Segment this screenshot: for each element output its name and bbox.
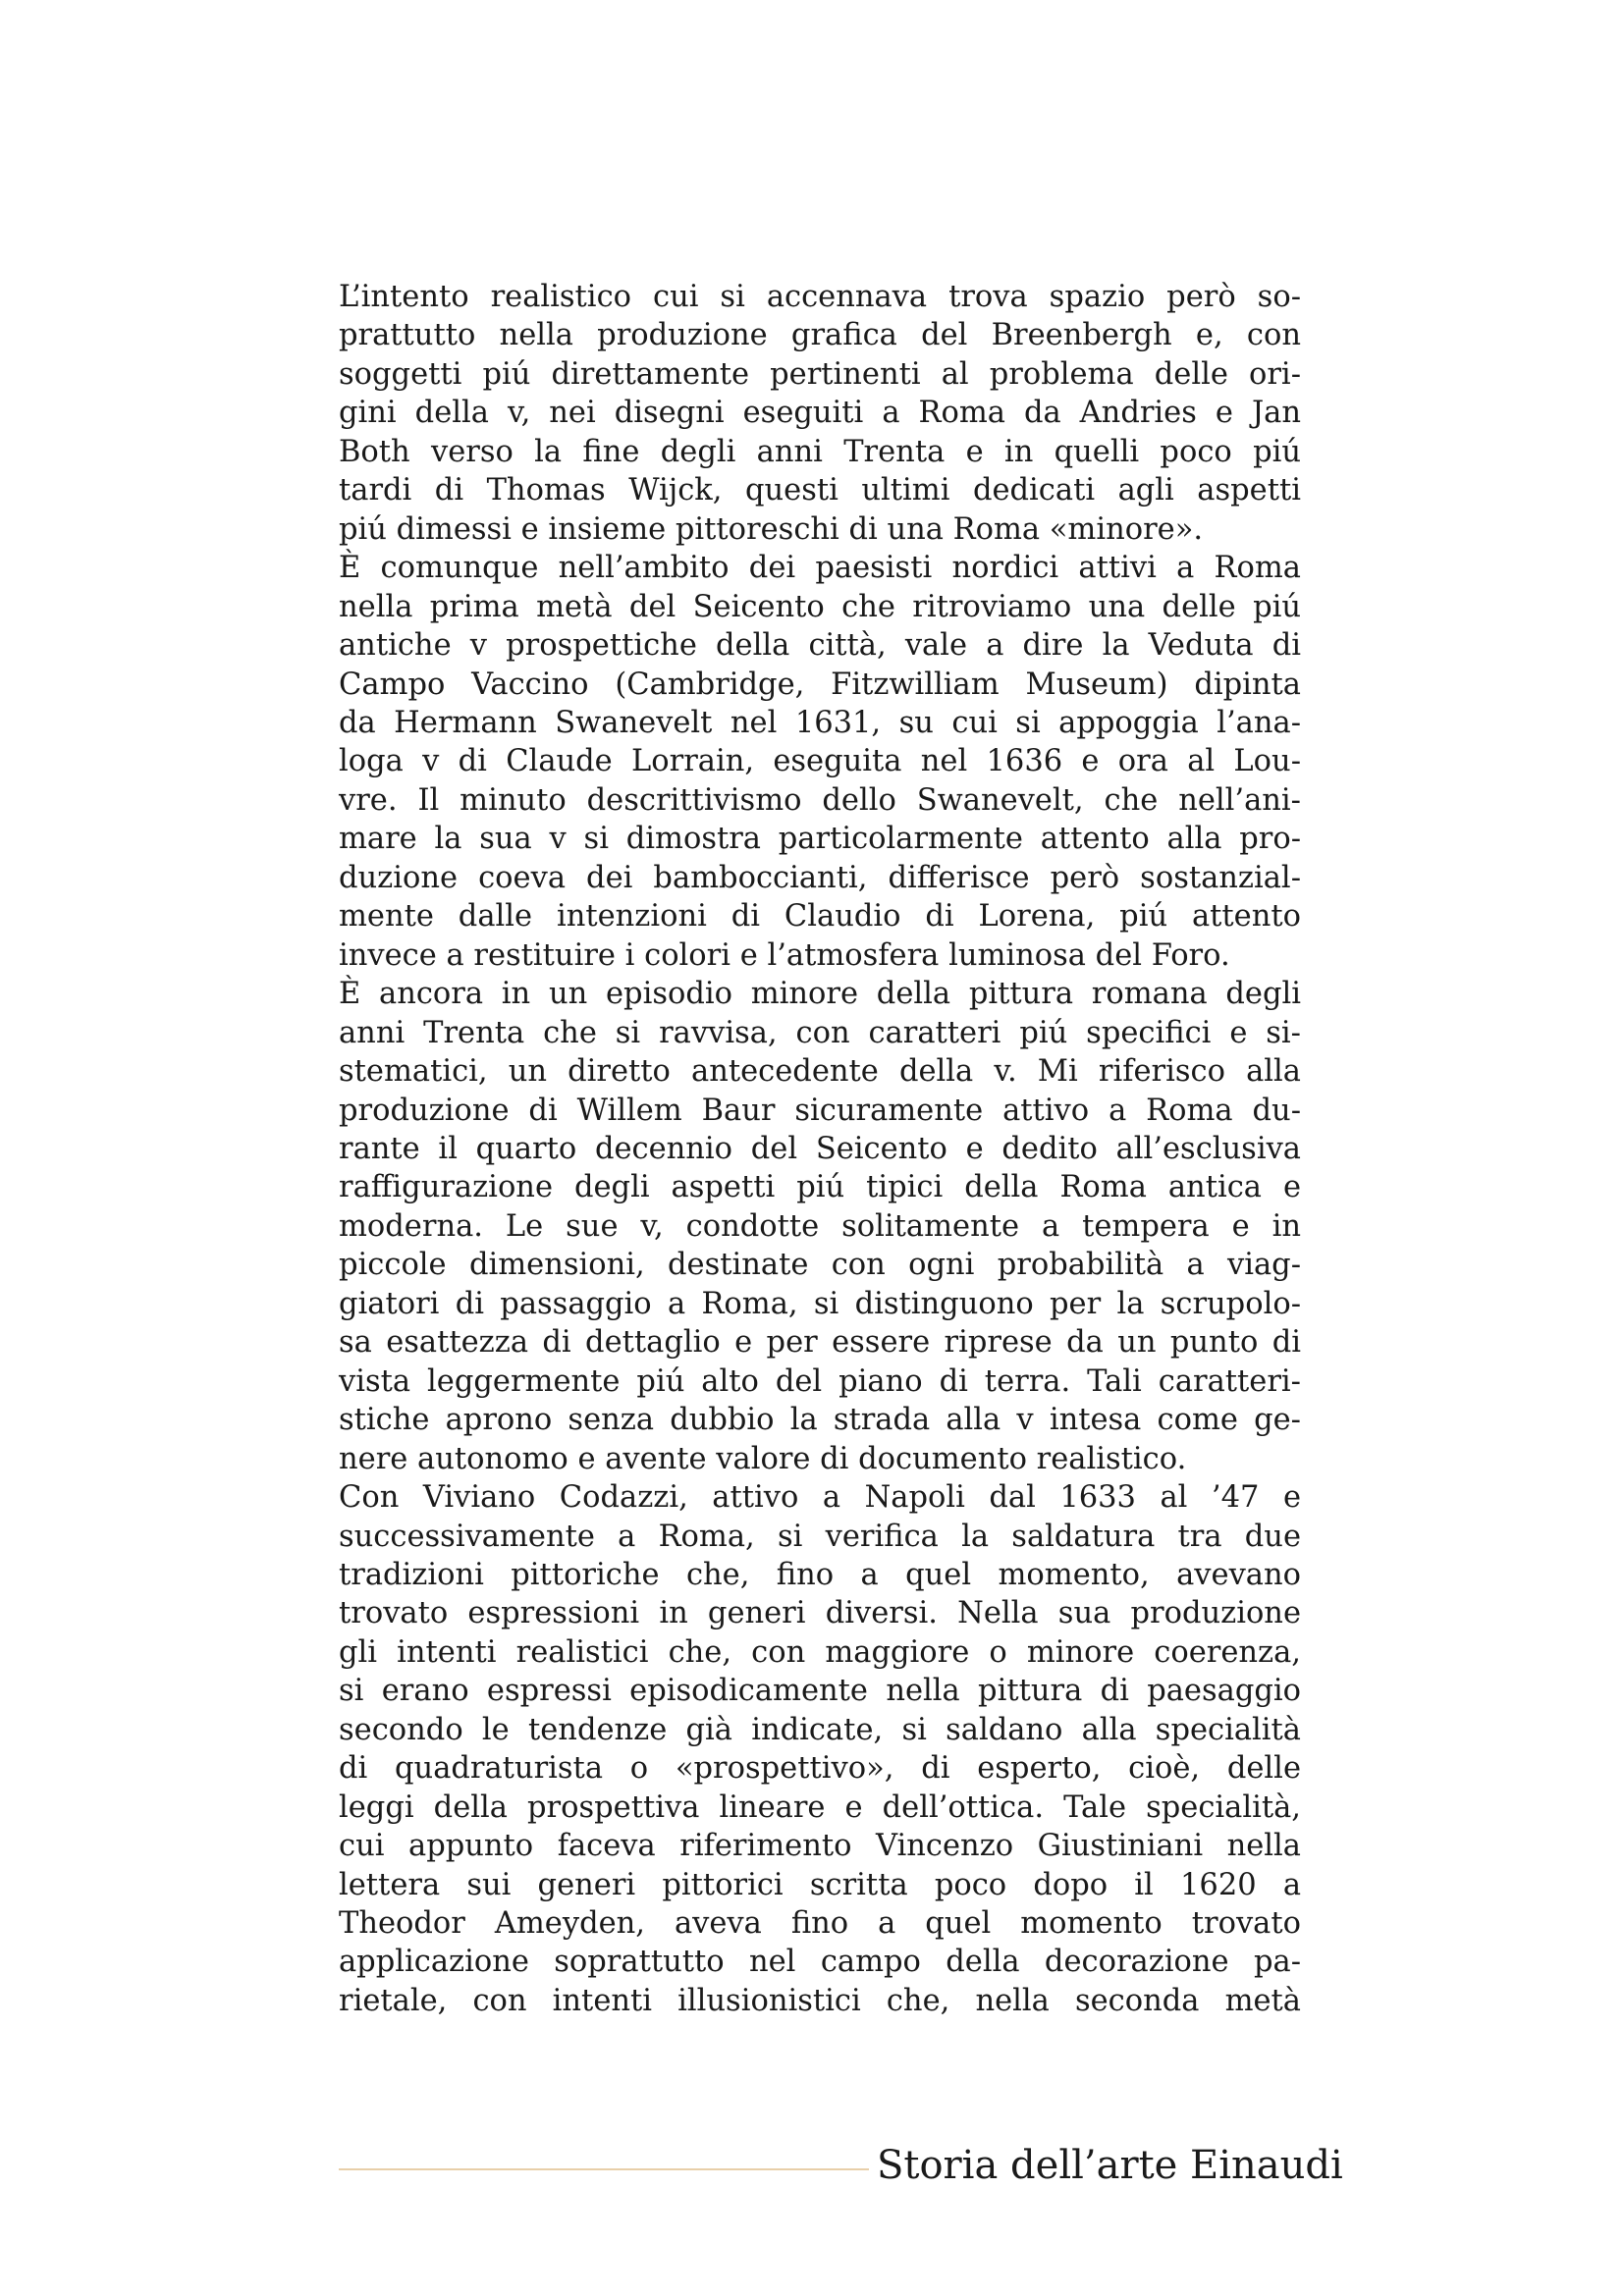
text-line: gini della v, nei disegni eseguiti a Roma da Andries e Jan: [339, 396, 1301, 431]
text-line: da Hermann Swanevelt nel 1631, su cui si appoggia l’ana-: [339, 705, 1301, 740]
text-line: produzione di Willem Baur sicuramente attivo a Roma du-: [339, 1093, 1301, 1128]
text-line: lettera sui generi pittorici scritta poco dopo il 1620 a: [339, 1867, 1301, 1902]
text-line: si erano espressi episodicamente nella pittura di paesaggio: [339, 1674, 1301, 1709]
text-line: trovato espressioni in generi diversi. Nella sua produzione: [339, 1596, 1301, 1631]
text-line: Con Viviano Codazzi, attivo a Napoli dal 1633 al ’47 e: [339, 1480, 1301, 1516]
text-line: antiche v prospettiche della città, vale a dire la Veduta di: [339, 628, 1301, 664]
body-text: [339, 278, 1301, 2020]
text-line: stiche aprono senza dubbio la strada alla v intesa come ge-: [339, 1403, 1301, 1438]
text-line: moderna. Le sue v, condotte solitamente a tempera e in: [339, 1208, 1301, 1244]
text-line: leggi della prospettiva lineare e dell’ottica. Tale specialità,: [339, 1789, 1301, 1825]
text-line: raffigurazione degli aspetti piú tipici della Roma antica e: [339, 1170, 1301, 1205]
text-line: È comunque nell’ambito dei paesisti nordici attivi a Roma: [339, 551, 1301, 586]
text-line: vre. Il minuto descrittivismo dello Swanevelt, che nell’ani-: [339, 782, 1301, 818]
text-line: L’intento realistico cui si accennava trova spazio però so-: [339, 280, 1301, 314]
text-line: sa esattezza di dettaglio e per essere riprese da un punto di: [339, 1325, 1301, 1361]
text-line: È ancora in un episodio minore della pittura romana degli: [339, 977, 1301, 1012]
text-line: mare la sua v si dimostra particolarmente attento alla pro-: [339, 822, 1301, 857]
text-line: giatori di passaggio a Roma, si distinguono per la scrupolo-: [339, 1286, 1301, 1321]
text-line: loga v di Claude Lorrain, eseguita nel 1636 e ora al Lou-: [339, 744, 1301, 779]
text-line: di quadraturista o «prospettivo», di esperto, cioè, delle: [339, 1751, 1301, 1787]
text-line: tardi di Thomas Wijck, questi ultimi dedicati agli aspetti: [339, 473, 1301, 508]
text-line: piccole dimensioni, destinate con ogni probabilità a viag-: [339, 1248, 1301, 1283]
text-line: applicazione soprattutto nel campo della decorazione pa-: [339, 1945, 1301, 1980]
text-line: rante il quarto decennio del Seicento e dedito all’esclusiva: [339, 1131, 1301, 1166]
footer-rule: [339, 2168, 869, 2170]
text-line: rietale, con intenti illusionistici che, nella seconda metà: [339, 1983, 1301, 2018]
text-line: successivamente a Roma, si verifica la saldatura tra due: [339, 1519, 1301, 1554]
text-line: Campo Vaccino (Cambridge, Fitzwilliam Museum) dipinta: [339, 667, 1301, 702]
text-line: piú dimessi e insieme pittoreschi di una Roma «minore».: [339, 511, 1204, 547]
text-line: invece a restituire i colori e l’atmosfera luminosa del Foro.: [339, 937, 1230, 973]
text-line: anni Trenta che si ravvisa, con caratteri piú specifici e si-: [339, 1015, 1301, 1050]
text-line: vista leggermente piú alto del piano di terra. Tali caratteri-: [339, 1363, 1301, 1399]
text-line: gli intenti realistici che, con maggiore o minore coerenza,: [339, 1634, 1301, 1670]
text-line: Theodor Ameyden, aveva fino a quel momento trovato: [339, 1906, 1301, 1942]
text-line: prattutto nella produzione grafica del Breenbergh e, con: [339, 318, 1301, 353]
text-line: duzione coeva dei bamboccianti, differisce però sostanzial-: [339, 860, 1301, 895]
text-line: mente dalle intenzioni di Claudio di Lorena, piú attento: [339, 899, 1301, 934]
text-line: secondo le tendenze già indicate, si saldano alla specialità: [339, 1712, 1301, 1747]
text-line: tradizioni pittoriche che, fino a quel momento, avevano: [339, 1557, 1301, 1592]
text-line: Both verso la fine degli anni Trenta e in quelli poco piú: [339, 434, 1301, 469]
text-line: nere autonomo e avente valore di documento realistico.: [339, 1441, 1187, 1476]
footer-title: Storia dell’arte Einaudi: [877, 2143, 1343, 2188]
text-line: nella prima metà del Seicento che ritroviamo una delle piú: [339, 589, 1301, 624]
text-line: soggetti piú direttamente pertinenti al problema delle ori-: [339, 356, 1301, 392]
text-line: cui appunto faceva riferimento Vincenzo Giustiniani nella: [339, 1829, 1301, 1864]
text-line: stematici, un diretto antecedente della v. Mi riferisco alla: [339, 1054, 1301, 1090]
